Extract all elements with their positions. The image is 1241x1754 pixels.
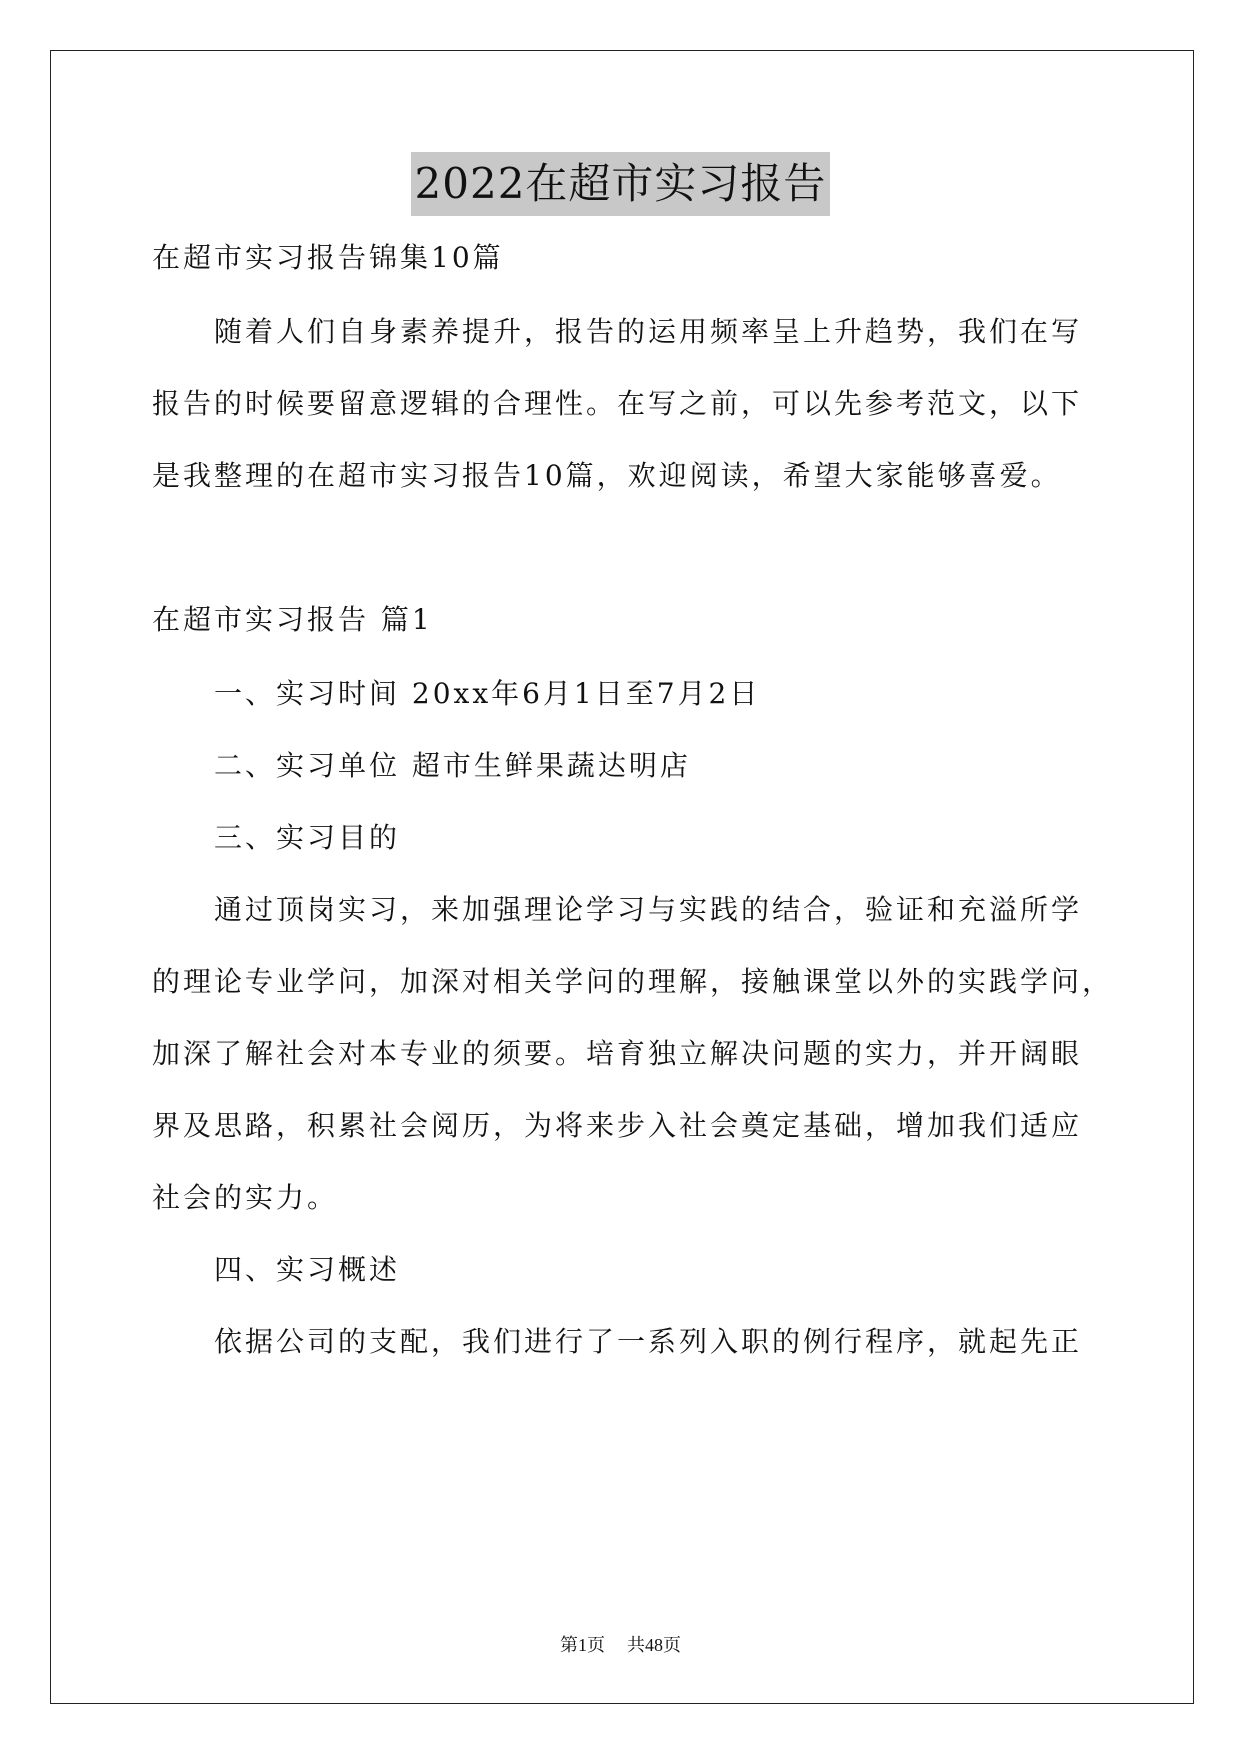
page-border (50, 50, 1194, 1704)
page-footer (0, 1633, 1241, 1657)
purpose-line: 通过顶岗实习，来加强理论学习与实践的结合，验证和充溢所学 (214, 893, 1083, 926)
purpose-heading: 三、实习目的 (214, 821, 401, 854)
title-container (0, 152, 1241, 216)
document-title: 2022在超市实习报告 (411, 152, 831, 216)
intro-line: 报告的时候要留意逻辑的合理性。在写之前，可以先参考范文，以下 (152, 387, 1083, 420)
overview-heading: 四、实习概述 (214, 1253, 401, 1286)
internship-time: 一、实习时间 20xx年6月1日至7月2日 (214, 677, 761, 710)
overview-line: 依据公司的支配，我们进行了一系列入职的例行程序，就起先正 (214, 1325, 1083, 1358)
page-total: 共48页 (627, 1635, 681, 1655)
purpose-line: 的理论专业学问，加深对相关学问的理解，接触课堂以外的实践学问， (152, 965, 1114, 998)
purpose-line: 界及思路，积累社会阅历，为将来步入社会奠定基础，增加我们适应 (152, 1109, 1083, 1142)
purpose-line: 加深了解社会对本专业的须要。培育独立解决问题的实力，并开阔眼 (152, 1037, 1083, 1070)
page-number: 第1页 (560, 1635, 605, 1655)
intro-line: 随着人们自身素养提升，报告的运用频率呈上升趋势，我们在写 (214, 315, 1083, 348)
intro-line: 是我整理的在超市实习报告10篇，欢迎阅读，希望大家能够喜爱。 (152, 459, 1062, 492)
purpose-line: 社会的实力。 (152, 1181, 339, 1214)
document-subtitle: 在超市实习报告锦集10篇 (152, 241, 504, 274)
section-heading: 在超市实习报告 篇1 (152, 603, 433, 636)
internship-unit: 二、实习单位 超市生鲜果蔬达明店 (214, 749, 691, 782)
